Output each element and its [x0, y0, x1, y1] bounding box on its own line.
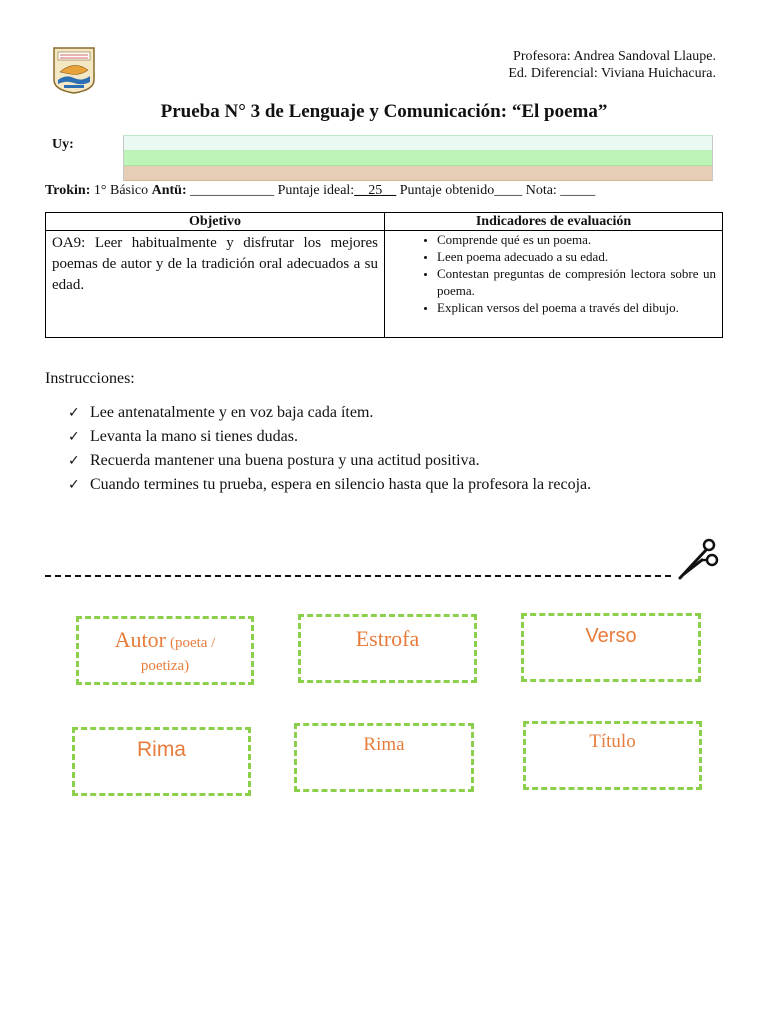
card-verso	[521, 613, 701, 682]
grade-label: Nota: _____	[525, 183, 596, 198]
card-titulo-label: Título	[589, 731, 636, 752]
card-estrofa	[298, 614, 477, 683]
header-teachers	[508, 48, 716, 82]
ideal-score-value: __25__	[354, 183, 397, 198]
ideal-score-label: Puntaje ideal:	[277, 183, 355, 198]
instruction-item	[68, 425, 591, 449]
objective-text: OA9: Leer habitualmente y disfrutar los mejores poemas de autor y de la tradición oral adecuados a su edad.	[46, 231, 385, 338]
indicators-header: Indicadores de evaluación	[385, 213, 723, 231]
course-label: Trokin:	[45, 183, 91, 198]
name-field-band-1	[123, 135, 713, 151]
scissors-icon	[676, 536, 722, 582]
checkmark-icon: ✓	[68, 429, 80, 445]
instruction-text: Levanta la mano si tienes dudas.	[90, 428, 298, 445]
card-titulo	[523, 721, 702, 790]
teacher-name: Profesora: Andrea Sandoval Llaupe.	[513, 49, 716, 64]
info-line	[45, 183, 595, 199]
checkmark-icon: ✓	[68, 477, 80, 493]
instruction-text: Recuerda mantener una buena postura y una actitud positiva.	[90, 452, 480, 469]
table-row	[46, 231, 723, 338]
instruction-text: Lee antenatalmente y en voz baja cada ítem.	[90, 404, 374, 421]
page-title: Prueba N° 3 de Lenguaje y Comunicación: “El poema”	[160, 101, 608, 122]
card-rima-2	[294, 723, 474, 792]
indicators-cell	[385, 231, 723, 338]
objective-header: Objetivo	[46, 213, 385, 231]
instruction-item	[68, 449, 591, 473]
instruction-text: Cuando termines tu prueba, espera en silencio hasta que la profesora la recoja.	[90, 476, 592, 493]
table-header-row	[46, 213, 723, 231]
checkmark-icon: ✓	[68, 405, 80, 421]
instruction-item	[68, 401, 591, 425]
checkmark-icon: ✓	[68, 453, 80, 469]
indicator-item: • Explican versos del poema a través del dibujo.	[437, 299, 716, 316]
objectives-table	[45, 212, 723, 338]
card-rima-label: Rima	[136, 738, 186, 761]
card-estrofa-label: Estrofa	[355, 626, 420, 651]
indicator-item: • Contestan preguntas de compresión lectora sobre un poema.	[437, 265, 716, 299]
name-field-band-3	[123, 166, 713, 181]
card-rima	[72, 727, 251, 796]
name-field[interactable]	[123, 135, 713, 179]
card-rima-2-label: Rima	[363, 734, 405, 755]
indicator-item: • Leen poema adecuado a su edad.	[437, 248, 716, 265]
date-blank: ____________	[190, 183, 275, 198]
date-label: Antü:	[151, 183, 187, 198]
card-autor-sub2: poetiza)	[140, 658, 190, 674]
school-crest-icon	[52, 46, 96, 94]
special-ed-teacher-name: Ed. Diferencial: Viviana Huichacura.	[508, 66, 716, 81]
card-verso-label: Verso	[585, 625, 637, 647]
instructions-title: Instrucciones:	[45, 370, 135, 387]
course-value: 1° Básico	[93, 183, 149, 198]
indicators-list	[391, 231, 716, 316]
indicator-item: • Comprende qué es un poema.	[437, 231, 716, 248]
cut-line	[45, 575, 671, 577]
card-autor-sub1: (poeta /	[169, 635, 216, 651]
instruction-item	[68, 473, 591, 497]
card-autor-label: Autor	[114, 627, 166, 652]
name-field-band-2	[123, 151, 713, 166]
name-label: Uy:	[52, 137, 74, 152]
obtained-score-label: Puntaje obtenido____	[399, 183, 523, 198]
card-autor	[76, 616, 254, 685]
instructions-list	[68, 401, 591, 497]
